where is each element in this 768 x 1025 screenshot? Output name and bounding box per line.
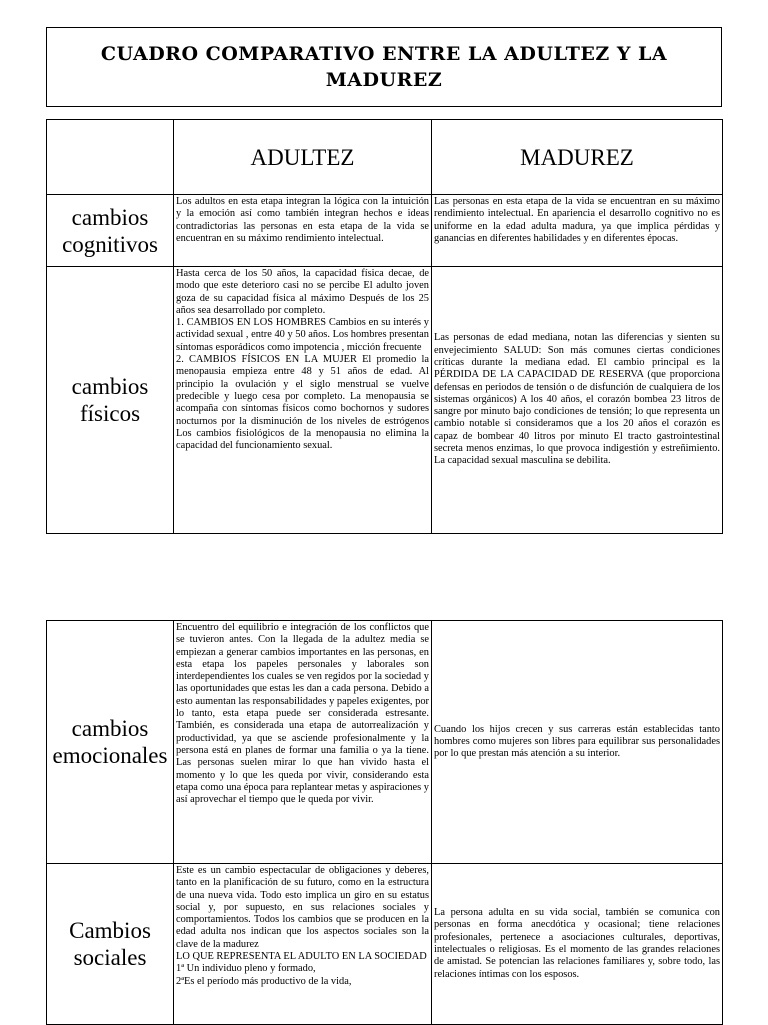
cell-text: Este es un cambio espectacular de obligaciones y deberes, tanto en la planificación de su futuro, como en la estructura de una nueva vida. Todo esto implica un giro en su estatus social y, por supuesto, en sus relaciones sociales y comportamientos. Todos los cambios que se producen en la edad adulta nos indican que los aspectos sociales son la clave de la madurez	[176, 865, 429, 950]
cell-text: 2ªEs el período más productivo de la vida,	[176, 975, 352, 987]
cell-text: 2. CAMBIOS FÍSICOS EN LA MUJER El promedio la menopausia empieza entre 48 y 51 años de edad. Al principio la ovulación y el siglo menstrual se vuelve predecible y luego cesa por completo. La menopausia se acompaña con síntomas físicos como bochornos y sudores nocturnos por la disminución de los niveles de estrógenos Los cambios fisiológicos de la menopausia no elimina la capacidad del funcionamiento sexual.	[176, 354, 429, 452]
table-row	[47, 621, 723, 864]
cell-text: Cuando los hijos crecen y sus carreras están establecidas tanto hombres como mujeres son libres para equilibrar sus personalidades por lo que prestan más atención a su interior.	[434, 723, 720, 760]
cell-text: 1ª Un individuo pleno y formado,	[176, 963, 316, 975]
cell-text: Las personas en esta etapa de la vida se encuentran en su máximo rendimiento intelectual. En apariencia el desarrollo cognitivo no es uniforme en la edad adulta madura, ya que implica pérdidas y ganancias en diferentes habilidades y en diferentes épocas.	[434, 196, 720, 244]
row-label-emocionales: cambios emocionales	[47, 621, 174, 864]
cell-text: Los adultos en esta etapa integran la lógica con la intuición y la emoción así como también integran hechos e ideas contradictorias las personas en esta etapa de la vida se encuentran en su máximo rendimiento intelectual.	[176, 196, 429, 244]
table-row	[47, 195, 723, 267]
row-label-cognitivos: cambios cognitivos	[47, 195, 174, 267]
document-title: CUADRO COMPARATIVO ENTRE LA ADULTEZ Y LA MADUREZ	[100, 43, 668, 91]
title-box	[46, 27, 722, 107]
row-label-fisicos: cambios físicos	[47, 267, 174, 534]
column-header-madurez: MADUREZ	[432, 120, 723, 195]
cell-madurez-cognitivos	[432, 195, 723, 267]
comparison-table-bottom	[46, 620, 723, 1025]
cell-madurez-fisicos	[432, 267, 723, 534]
row-label-sociales: Cambios sociales	[47, 864, 174, 1025]
cell-text: 1. CAMBIOS EN LOS HOMBRES Cambios en su interés y actividad sexual , entre 40 y 50 años. Los hombres presentan síntomas esporádicos como impotencia , micción frecuente	[176, 317, 429, 353]
cell-madurez-emocionales	[432, 621, 723, 864]
cell-text: LO QUE REPRESENTA EL ADULTO EN LA SOCIEDAD	[176, 951, 427, 963]
cell-text: Hasta cerca de los 50 años, la capacidad física decae, de modo que este deterioro casi no se percibe El adulto joven goza de su capacidad física al máximo Después de los 25 años sea desarrollado por completo.	[176, 268, 429, 316]
cell-adultez-emocionales	[174, 621, 432, 864]
cell-madurez-sociales	[432, 864, 723, 1025]
header-row	[47, 120, 723, 195]
cell-adultez-sociales	[174, 864, 432, 1025]
cell-adultez-fisicos	[174, 267, 432, 534]
cell-text: Las personas de edad mediana, notan las diferencias y sienten su envejecimiento SALUD: Son más comunes ciertas condiciones críticas durante la mediana edad. El cambio principal es la PÉRDIDA DE LA CAPACIDAD DE RESERVA (que proporciona defensas en periodos de tensión o de disfunción de cualquiera de los sistemas orgánicos) A los 40 años, el corazón bombea 23 litros de sangre por minuto bajo condiciones de tensión; lo que representa un cambio notable si consideramos que a los 20 años el corazón es capaz de bombear 40 litros por minuto El tracto gastrointestinal secreta menos enzimas, lo que provoca indigestión y estreñimiento. La capacidad sexual masculina se debilita.	[434, 332, 720, 467]
table-row	[47, 267, 723, 534]
cell-text: La persona adulta en su vida social, también se comunica con personas en forma anecdótica y ocasional; tiene relaciones profesionales, pertenece a asociaciones culturales, deportivas, intelectuales o religiosas. Es el momento de las grandes relaciones de amistad. Se potencian las relaciones familiares y, sobre todo, las relaciones íntimas con los esposos.	[434, 907, 720, 980]
cell-adultez-cognitivos	[174, 195, 432, 267]
comparison-table-top	[46, 119, 723, 534]
column-header-adultez: ADULTEZ	[174, 120, 432, 195]
corner-cell	[47, 120, 174, 195]
cell-text: Encuentro del equilibrio e integración de los conflictos que se tuvieron antes. Con la llegada de la adultez media se empiezan a generar cambios importantes en las personas, en esta etapa los papeles personales y laborales son interdependientes los cuales se ven regidos por la sociedad y las oportunidades que estas les dan a cada persona. Debido a esto aumentan las responsabilidades y papeles exigentes, por lo tanto, esta etapa puede ser considerada estresante. También, es considerada una etapa de autorrealización y productividad, ya que se asciende profesionalmente y la persona está en planes de formar una familia o ya la tiene. Las personas suelen mirar lo que han vivido hasta el momento y lo que les queda por vivir, considerando esta etapa como una época para replantear metas y aspiraciones y así aprovechar el tiempo que le queda por vivir.	[176, 622, 430, 806]
table-row	[47, 864, 723, 1025]
